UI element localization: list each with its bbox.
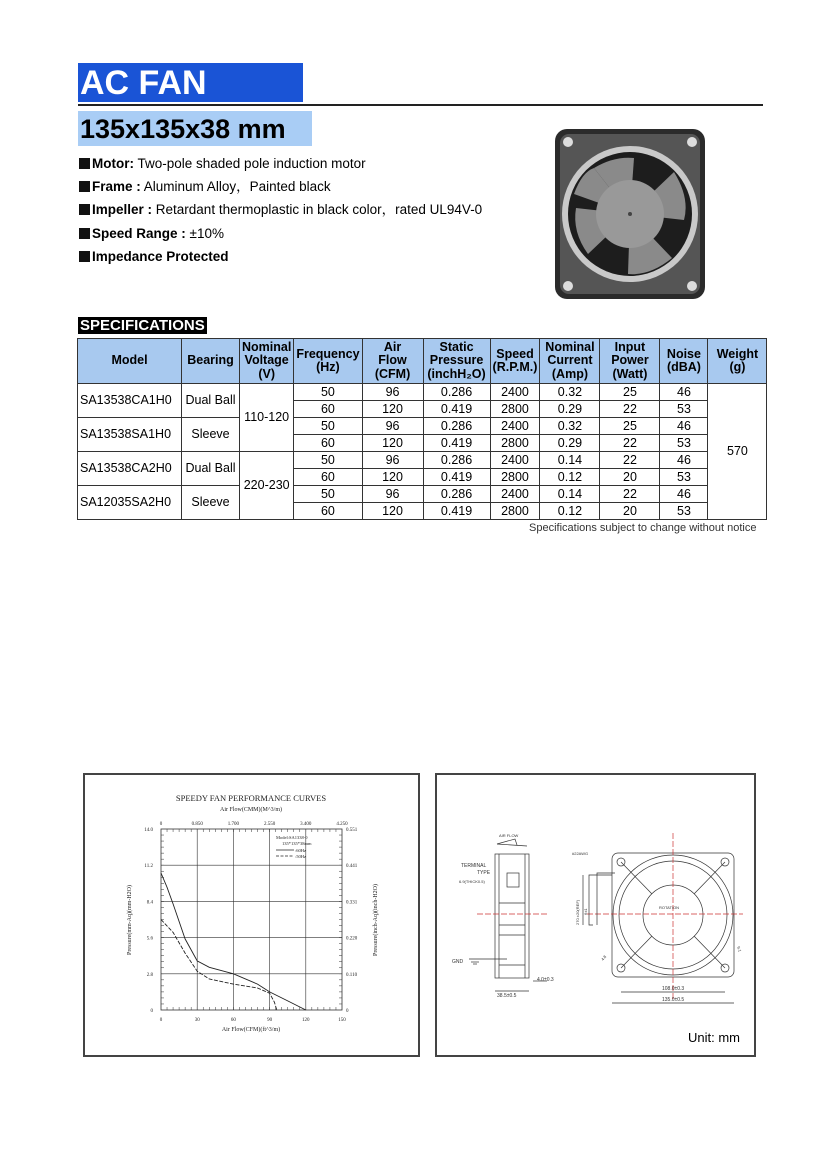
column-header-line: Current (547, 353, 593, 368)
column-header-line: (inchH₂O) (427, 366, 486, 381)
type-label: TYPE (477, 870, 491, 876)
y-tick-label: 2.8 (146, 972, 153, 978)
column-header-line: Noise (666, 346, 701, 361)
column-header-line: (dBA) (666, 360, 701, 374)
spec-cell: 22 (600, 401, 660, 418)
column-header (490, 339, 540, 384)
page-title: AC FAN (78, 63, 303, 102)
column-header-line: Nominal (545, 339, 595, 354)
spec-cell: 20 (600, 503, 660, 520)
terminal-label: TERMINAL (461, 863, 487, 869)
x-axis-label: Air Flow(CFM)(ft^3/m) (221, 1027, 281, 1033)
right-y-tick-label: 0.331 (346, 900, 358, 906)
legend-item-60hz: :60Hz (295, 848, 306, 853)
feature-label: Impedance Protected (92, 248, 229, 264)
column-header-line: Power (611, 353, 649, 368)
column-header-line: Flow (378, 353, 407, 368)
spec-cell: 60 (294, 469, 362, 486)
right-y-tick-label: 0.110 (346, 972, 358, 978)
hole-pitch-dimension: 108.0±0.3 (662, 986, 685, 992)
spec-cell: 0.29 (540, 401, 600, 418)
feature-text: Two-pole shaded pole induction motor (133, 156, 366, 171)
hole-dimension: 4.8 (599, 954, 608, 962)
spec-cell: 25 (600, 384, 660, 401)
column-header (294, 339, 362, 384)
top-x-axis-label: Air Flow(CMM)(M^3/m) (220, 807, 282, 813)
weight-cell: 570 (708, 384, 767, 520)
column-header (540, 339, 600, 384)
specifications-note: Specifications subject to change without notice (529, 522, 757, 534)
top-x-tick-label: 0.850 (191, 822, 203, 827)
bullet-square-icon (79, 181, 90, 192)
spec-cell: 120 (362, 503, 423, 520)
spec-cell: 0.419 (423, 401, 490, 418)
feature-item (79, 225, 482, 248)
spec-cell: 96 (362, 384, 423, 401)
feature-label: Speed Range : (92, 225, 186, 241)
x-tick-label: 0 (159, 1018, 163, 1023)
y-tick-label: 14.0 (144, 828, 153, 833)
spec-cell: 0.12 (540, 469, 600, 486)
spec-cell: 22 (600, 435, 660, 452)
spec-cell: 2400 (490, 486, 540, 503)
strip-length-label: 6±1 (583, 908, 588, 915)
y-tick-label: 8.4 (146, 900, 153, 906)
spec-cell: 2800 (490, 401, 540, 418)
spec-cell: 2400 (490, 452, 540, 469)
feature-label: Motor: (92, 156, 134, 171)
spec-cell: 50 (294, 418, 362, 435)
spec-cell: 2400 (490, 384, 540, 401)
column-header-line: (CFM) (374, 366, 411, 381)
spec-cell: 53 (660, 469, 708, 486)
rotation-label: ROTATION (659, 905, 680, 910)
spec-cell: 0.29 (540, 435, 600, 452)
spec-cell: 50 (294, 486, 362, 503)
column-header-line: Model (111, 353, 148, 368)
column-header-line: (R.P.M.) (492, 360, 538, 374)
top-x-tick-label: 1.700 (227, 822, 240, 827)
column-header-line: Weight (716, 346, 759, 361)
bearing-cell: Sleeve (182, 418, 240, 452)
spec-cell: 53 (660, 401, 708, 418)
bearing-cell: Sleeve (182, 486, 240, 520)
column-header-line: Input (614, 339, 646, 354)
table-row (78, 418, 767, 435)
spec-cell: 0.286 (423, 384, 490, 401)
legend-model: Model:SA1338-0 (276, 835, 308, 840)
table-row (78, 452, 767, 469)
spec-cell: 60 (294, 401, 362, 418)
column-header (708, 339, 767, 384)
spec-cell: 46 (660, 452, 708, 469)
spec-cell: 2800 (490, 435, 540, 452)
bullet-square-icon (79, 251, 90, 262)
table-row (78, 384, 767, 401)
column-header (240, 339, 294, 384)
title-divider (78, 104, 763, 106)
column-header-line: (g) (729, 360, 746, 374)
spec-cell: 0.286 (423, 452, 490, 469)
legend-item-50hz: :50Hz (295, 854, 306, 859)
column-header (78, 339, 182, 384)
performance-curve-panel (83, 773, 420, 1057)
legend-size: 135*135*38mm (282, 841, 312, 846)
spec-cell: 0.32 (540, 384, 600, 401)
top-x-tick-label: 0 (159, 822, 163, 827)
column-header (362, 339, 423, 384)
side-view (469, 839, 547, 991)
bearing-cell: Dual Ball (182, 452, 240, 486)
spec-cell: 25 (600, 418, 660, 435)
x-tick-label: 150 (338, 1018, 346, 1023)
column-header (660, 339, 708, 384)
top-x-tick-label: 4.250 (336, 822, 348, 827)
spec-cell: 0.14 (540, 486, 600, 503)
spec-cell: 22 (600, 486, 660, 503)
spec-cell: 53 (660, 435, 708, 452)
spec-cell: 0.14 (540, 452, 600, 469)
spec-cell: 2400 (490, 418, 540, 435)
right-y-tick-label: 0.551 (346, 828, 358, 833)
y-tick-label: 11.2 (144, 864, 153, 870)
feature-label: Frame : (92, 179, 141, 195)
spec-cell: 2800 (490, 469, 540, 486)
spec-cell: 120 (362, 435, 423, 452)
x-tick-label: 120 (302, 1018, 310, 1023)
column-header-line: Frequency (296, 346, 360, 361)
spec-cell: 0.286 (423, 486, 490, 503)
column-header-line: Bearing (187, 353, 234, 368)
x-tick-label: 90 (267, 1018, 273, 1023)
column-header-line: Speed (496, 346, 534, 361)
unit-label: Unit: mm (688, 1030, 740, 1045)
model-cell: SA13538SA1H0 (78, 418, 182, 452)
right-y-tick-label: 0 (346, 1009, 349, 1014)
table-row (78, 486, 767, 503)
dimension-drawing (437, 775, 754, 1055)
model-cell: SA12035SA2H0 (78, 486, 182, 520)
depth-dimension: 38.5±0.5 (497, 993, 517, 999)
chart-title: SPEEDY FAN PERFORMANCE CURVES (175, 793, 327, 803)
spec-cell: 0.32 (540, 418, 600, 435)
lead-length-label: 270 ±20(REF) (575, 899, 580, 925)
voltage-cell: 220-230 (240, 452, 294, 520)
right-y-tick-label: 0.441 (346, 864, 358, 870)
right-y-tick-label: 0.220 (346, 936, 358, 942)
spec-cell: 120 (362, 469, 423, 486)
spec-cell: 46 (660, 418, 708, 435)
spec-cell: 96 (362, 418, 423, 435)
airflow-label: AIR FLOW (499, 833, 519, 838)
spec-cell: 0.286 (423, 418, 490, 435)
column-header-line: Static (439, 339, 474, 354)
spec-cell: 0.419 (423, 503, 490, 520)
gnd-label: GND (452, 959, 464, 965)
y-tick-label: 0 (150, 1009, 153, 1014)
feature-item (79, 155, 482, 178)
column-header-line: Nominal (242, 339, 292, 354)
model-cell: SA13538CA2H0 (78, 452, 182, 486)
feature-label: Impeller : (92, 202, 153, 218)
spec-cell: 20 (600, 469, 660, 486)
curve-50hz (161, 920, 277, 1011)
y-axis-label: Pressure(mm-Aq)(mm-H2O) (127, 885, 133, 955)
dimension-drawing-panel (435, 773, 756, 1057)
feature-item (79, 201, 482, 224)
y-tick-label: 5.6 (146, 936, 153, 942)
voltage-cell: 110-120 (240, 384, 294, 452)
table-header-row (78, 339, 767, 384)
specifications-heading: SPECIFICATIONS (80, 317, 205, 334)
column-header-line: (Amp) (551, 366, 588, 381)
column-header-line: Pressure (429, 353, 484, 368)
spec-cell: 2800 (490, 503, 540, 520)
spec-cell: 60 (294, 503, 362, 520)
x-tick-label: 60 (230, 1018, 236, 1023)
model-cell: SA13538CA1H0 (78, 384, 182, 418)
page-subtitle: 135x135x38 mm (78, 111, 312, 146)
column-header-line: (V) (258, 366, 275, 381)
spec-cell: 0.419 (423, 469, 490, 486)
column-header (182, 339, 240, 384)
top-x-tick-label: 3.400 (300, 822, 312, 827)
bullet-square-icon (79, 158, 90, 169)
front-view (583, 833, 743, 1003)
feature-text: Aluminum Alloy，Painted black (140, 179, 331, 195)
feature-text: ±10% (185, 225, 224, 241)
feature-item (79, 178, 482, 201)
spec-cell: 0.419 (423, 435, 490, 452)
spec-cell: 60 (294, 435, 362, 452)
wire-gauge-label: #22AWG (572, 851, 589, 856)
terminal-tab-label: 6.9(THICK0.5) (459, 879, 485, 884)
column-header-line: Voltage (244, 353, 289, 368)
plot-frame (161, 829, 342, 1010)
column-header-line: Air (383, 339, 402, 354)
column-header (423, 339, 490, 384)
spec-cell: 22 (600, 452, 660, 469)
spec-cell: 120 (362, 401, 423, 418)
spec-cell: 46 (660, 486, 708, 503)
right-y-axis-label: Pressure(inch-Aq)(inch-H2O) (373, 884, 379, 956)
bearing-cell: Dual Ball (182, 384, 240, 418)
width-dimension: 135.0±0.5 (662, 997, 685, 1003)
feature-item (79, 248, 482, 271)
column-header-line: (Hz) (316, 360, 340, 374)
performance-curve-chart (85, 775, 418, 1055)
feature-text: Retardant thermoplastic in black color，rated UL94V-0 (152, 202, 483, 218)
bullet-square-icon (79, 204, 90, 215)
fan-photo (554, 128, 706, 300)
spec-cell: 96 (362, 486, 423, 503)
feature-list (79, 155, 482, 271)
column-header-line: (Watt) (612, 366, 648, 381)
flange-dimension: 4.0±0.3 (537, 977, 554, 983)
spec-cell: 53 (660, 503, 708, 520)
x-tick-label: 30 (194, 1018, 200, 1023)
spec-cell: 50 (294, 452, 362, 469)
column-header (600, 339, 660, 384)
corner-dimension: 9.1 (736, 945, 743, 953)
spec-cell: 46 (660, 384, 708, 401)
spec-cell: 0.12 (540, 503, 600, 520)
top-x-tick-label: 2.550 (263, 822, 276, 827)
bullet-square-icon (79, 228, 90, 239)
specifications-table (77, 338, 767, 520)
spec-cell: 96 (362, 452, 423, 469)
spec-cell: 50 (294, 384, 362, 401)
